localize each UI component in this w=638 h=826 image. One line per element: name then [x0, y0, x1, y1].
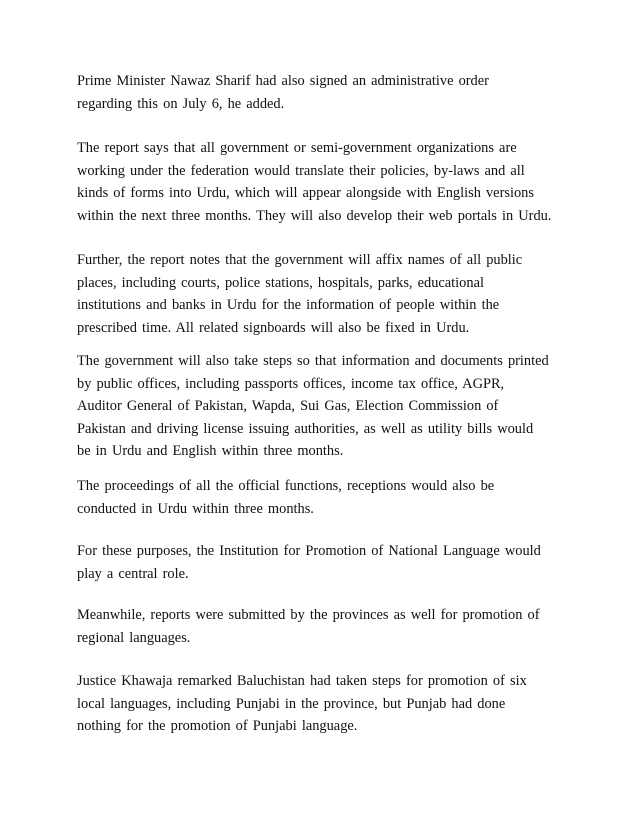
- paragraph-line: local languages, including Punjabi in the province, but Punjab had done: [77, 695, 506, 712]
- paragraph-5: [77, 475, 577, 520]
- paragraph-line: by public offices, including passports offices, income tax office, AGPR,: [77, 375, 505, 392]
- paragraph-line: nothing for the promotion of Punjabi language.: [77, 718, 358, 734]
- paragraph-line: For these purposes, the Institution for Promotion of National Language would: [77, 543, 541, 559]
- paragraph-8: [77, 670, 577, 738]
- paragraph-line: Auditor General of Pakistan, Wapda, Sui Gas, Election Commission of: [77, 398, 499, 414]
- paragraph-line: regarding this on July 6, he added.: [77, 95, 285, 112]
- paragraph-line: The proceedings of all the official functions, receptions would also be: [77, 478, 495, 494]
- paragraph-line: conducted in Urdu within three months.: [77, 500, 314, 517]
- paragraph-line: The report says that all government or semi-government organizations are: [77, 140, 517, 156]
- paragraph-line: Further, the report notes that the government will affix names of all public: [77, 252, 523, 268]
- paragraph-line: places, including courts, police stations, hospitals, parks, educational: [77, 274, 484, 291]
- paragraph-line: prescribed time. All related signboards will also be fixed in Urdu.: [77, 319, 470, 336]
- paragraph-4: [77, 350, 577, 463]
- paragraph-line: be in Urdu and English within three months.: [77, 443, 344, 459]
- paragraph-7: [77, 604, 577, 649]
- paragraph-1: [77, 70, 577, 115]
- paragraph-2: [77, 137, 577, 227]
- paragraph-line: kinds of forms into Urdu, which will appear alongside with English versions: [77, 185, 534, 201]
- paragraph-line: play a central role.: [77, 565, 189, 582]
- paragraph-line: Meanwhile, reports were submitted by the provinces as well for promotion of: [77, 607, 540, 623]
- paragraph-line: within the next three months. They will also develop their web portals in Urdu.: [77, 207, 552, 224]
- paragraph-line: Justice Khawaja remarked Baluchistan had taken steps for promotion of six: [77, 673, 527, 689]
- paragraph-line: institutions and banks in Urdu for the information of people within the: [77, 297, 500, 313]
- paragraph-line: Pakistan and driving license issuing authorities, as well as utility bills would: [77, 420, 534, 437]
- paragraph-3: [77, 249, 577, 339]
- paragraph-6: [77, 540, 577, 585]
- paragraph-line: Prime Minister Nawaz Sharif had also signed an administrative order: [77, 73, 489, 89]
- paragraph-line: working under the federation would translate their policies, by-laws and all: [77, 162, 525, 179]
- paragraph-line: The government will also take steps so that information and documents printed: [77, 353, 549, 369]
- paragraph-line: regional languages.: [77, 629, 191, 646]
